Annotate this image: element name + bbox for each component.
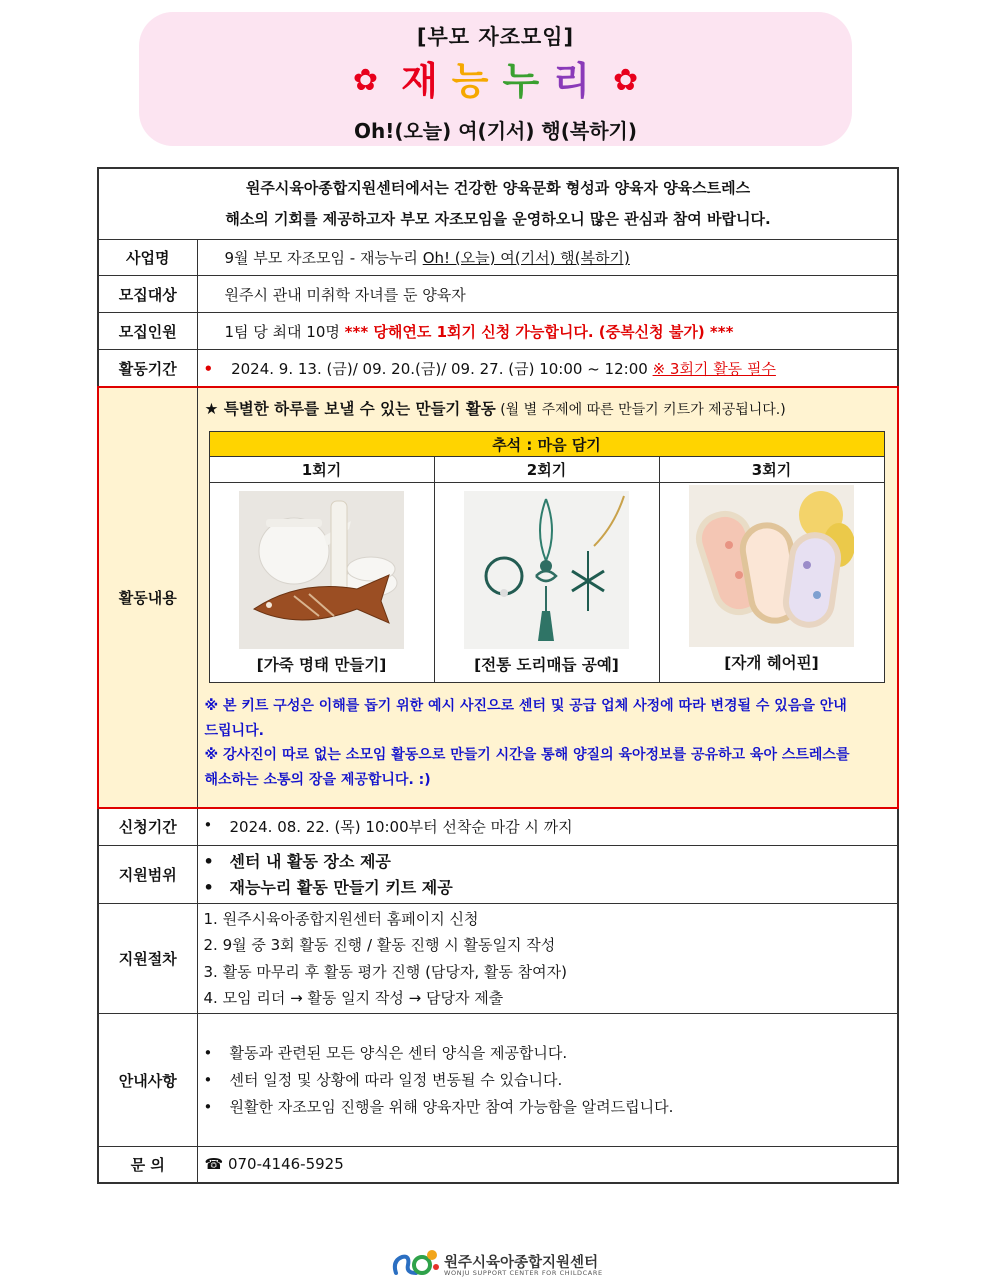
procedure-value — [197, 904, 898, 1014]
session-2-cell — [434, 483, 659, 683]
support-item: • 센터 내 활동 장소 제공 — [204, 849, 898, 875]
title-char: 누 — [502, 59, 540, 103]
content-value — [197, 387, 898, 808]
content-label: 활동내용 — [98, 387, 197, 808]
procedure-step: 4. 모임 리더 → 활동 일지 작성 → 담당자 제출 — [203, 989, 504, 1007]
flower-icon: ✿ — [352, 63, 379, 98]
notice-item: • 센터 일정 및 상황에 따라 일정 변동될 수 있습니다. — [204, 1067, 898, 1094]
procedure-label: 지원절차 — [98, 904, 197, 1014]
phone-icon: ☎ — [204, 1155, 224, 1174]
title-char: 능 — [451, 59, 489, 103]
procedure-step: 3. 활동 마무리 후 활동 평가 진행 (담당자, 활동 참여자) — [203, 962, 567, 981]
support-label: 지원범위 — [98, 846, 197, 904]
hairpin-image — [689, 485, 854, 647]
banner-pre-title: [부모 자조모임] — [416, 25, 575, 49]
session-1-cell — [209, 483, 434, 683]
period-label: 활동기간 — [98, 350, 197, 387]
notice-item: • 원활한 자조모임 진행을 위해 양육자만 참여 가능함을 알려드립니다. — [204, 1094, 898, 1121]
session-2-label: 2회기 — [434, 457, 659, 483]
info-table — [97, 167, 899, 1184]
contact-label: 문 의 — [98, 1147, 197, 1183]
members-label: 모집인원 — [98, 313, 197, 350]
session-3-caption: [자개 헤어핀] — [724, 654, 819, 672]
apply-label: 신청기간 — [98, 808, 197, 846]
title-banner — [139, 12, 852, 146]
leather-fish-image — [239, 491, 404, 649]
center-logo — [392, 1247, 603, 1277]
period-value: • 2024. 9. 13. (금)/ 09. 20.(금)/ 09. 27. (금) 10:00 ~ 12:00 ※ 3회기 활동 필수 — [197, 350, 898, 387]
phone-number: 070-4146-5925 — [227, 1155, 344, 1174]
knot-craft-image — [464, 491, 629, 649]
procedure-step: 2. 9월 중 3회 활동 진행 / 활동 진행 시 활동일지 작성 — [203, 936, 556, 954]
kit-title: 추석 : 마음 담기 — [209, 432, 884, 457]
members-value: 1팀 당 최대 10명 *** 당해연도 1회기 신청 가능합니다. (중복신청 불가) *** — [197, 313, 898, 350]
title-char: 리 — [553, 59, 590, 103]
center-name: 원주시육아종합지원센터 — [444, 1255, 599, 1271]
intro-text: 원주시육아종합지원센터에서는 건강한 양육문화 형성과 양육자 양육스트레스 해소의 기회를 제공하고자 부모 자조모임을 운영하오니 많은 관심과 참여 바랍니다. — [98, 168, 898, 240]
flower-icon: ✿ — [612, 63, 639, 98]
banner-title — [139, 57, 852, 105]
procedure-step: 1. 원주시육아종합지원센터 홈페이지 신청 — [203, 909, 479, 928]
apply-value: • 2024. 08. 22. (목) 10:00부터 선착순 마감 시 까지 — [197, 808, 898, 846]
session-1-label: 1회기 — [209, 457, 434, 483]
notice-label: 안내사항 — [98, 1014, 197, 1147]
kit-table — [209, 431, 885, 683]
session-1-caption: [가죽 명태 만들기] — [256, 656, 387, 674]
title-char: 재 — [401, 59, 438, 103]
project-value: 9월 부모 자조모임 - 재능누리 Oh! (오늘) 여(기서) 행(복하기) — [197, 240, 898, 276]
notice-value — [197, 1014, 898, 1147]
project-label: 사업명 — [98, 240, 197, 276]
target-value: 원주시 관내 미취학 자녀를 둔 양육자 — [197, 276, 898, 313]
notice-item: • 활동과 관련된 모든 양식은 센터 양식을 제공합니다. — [204, 1040, 898, 1067]
contact-value — [197, 1147, 898, 1183]
center-english-name: WONJU SUPPORT CENTER FOR CHILDCARE — [444, 1269, 603, 1277]
banner-subtitle: Oh!(오늘) 여(기서) 행(복하기) — [353, 119, 637, 143]
target-label: 모집대상 — [98, 276, 197, 313]
logo-icon — [392, 1247, 440, 1279]
support-item: • 재능누리 활동 만들기 키트 제공 — [204, 875, 898, 901]
session-2-caption: [전통 도리매듭 공예] — [474, 656, 619, 674]
activity-highlight: ★ 특별한 하루를 보낼 수 있는 만들기 활동 (월 별 주제에 따른 만들기 키트가 제공됩니다.) — [204, 400, 786, 418]
kit-notes: ※ 본 키트 구성은 이해를 돕기 위한 예시 사진으로 센터 및 공급 업체 사정에 따라 변경될 수 있음을 안내드립니다. ※ 강사진이 따로 없는 소모임 활동으로 만들기 시간을 통해 양질의 육아정보를 공유하고 육아 스트레스를 해소하는 소통의 장을 제공합니다. :) — [204, 698, 850, 788]
session-3-cell — [659, 483, 884, 683]
support-value — [197, 846, 898, 904]
session-3-label: 3회기 — [659, 457, 884, 483]
